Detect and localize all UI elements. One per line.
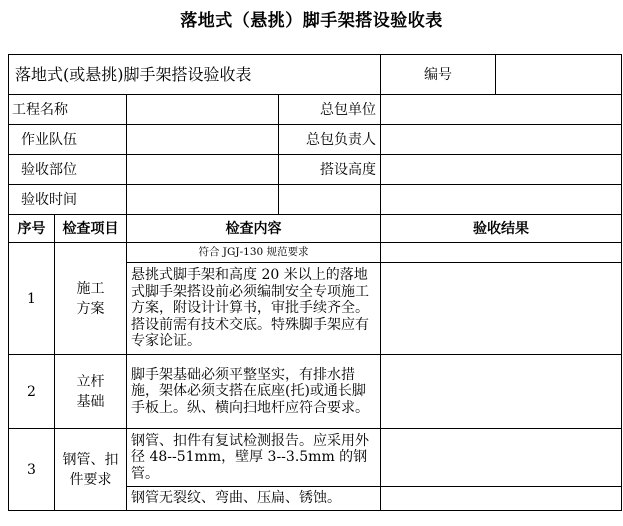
- table-row: [9, 355, 622, 429]
- result-header: 验收结果: [381, 215, 622, 243]
- item-header: 检查项目: [55, 215, 127, 243]
- contractor-leader-field[interactable]: [381, 125, 622, 155]
- document-title: 落地式（悬挑）脚手架搭设验收表: [180, 11, 443, 31]
- item-2-content: 脚手架基础必须平整坚实，有排水措施，架体必须支搭在底座(托)或通长脚手板上。纵、横向扫地杆应符合要求。: [127, 355, 381, 429]
- erection-height-label: 搭设高度: [279, 155, 381, 185]
- item-1-result[interactable]: [381, 263, 622, 355]
- form-title: 落地式(或悬挑)脚手架搭设验收表: [9, 55, 381, 95]
- info-row-4: [9, 185, 622, 215]
- inspection-time-label: 验收时间: [9, 185, 127, 215]
- info-row-3: [9, 155, 622, 185]
- contractor-leader-label: 总包负责人: [279, 125, 381, 155]
- content-header: 检查内容: [127, 215, 381, 243]
- number-field[interactable]: [496, 55, 622, 95]
- item-3-content-b: 钢管无裂纹、弯曲、压扁、锈蚀。: [127, 487, 381, 511]
- info-row-1: [9, 95, 622, 125]
- info-row-2: [9, 125, 622, 155]
- column-header-row: [9, 215, 622, 243]
- number-label: 编号: [381, 55, 496, 95]
- work-team-label: 作业队伍: [9, 125, 127, 155]
- item-2-name: 立杆 基础: [55, 355, 127, 429]
- project-name-label: 工程名称: [9, 95, 127, 125]
- seq-header: 序号: [9, 215, 55, 243]
- inspection-part-label: 验收部位: [9, 155, 127, 185]
- general-contractor-label: 总包单位: [279, 95, 381, 125]
- blank-cell-wide: [381, 185, 622, 215]
- item-2-seq: 2: [9, 355, 55, 429]
- item-3-content-a: 钢管、扣件有复试检测报告。应采用外径 48--51mm，壁厚 3--3.5mm 的钢管。: [127, 429, 381, 487]
- form-header-row: [9, 55, 622, 95]
- item-2-result[interactable]: [381, 355, 622, 429]
- item-3-seq: 3: [9, 429, 55, 511]
- general-contractor-field[interactable]: [381, 95, 622, 125]
- item-1-content: 悬挑式脚手架和高度 20 米以上的落地式脚手架搭设前必须编制安全专项施工方案，附设计计算书，审批手续齐全。搭设前需有技术交底。特殊脚手架应有专家论证。: [127, 263, 381, 355]
- blank-cell: [279, 185, 381, 215]
- work-team-field[interactable]: [127, 125, 279, 155]
- project-name-field[interactable]: [127, 95, 279, 125]
- table-row: [9, 243, 622, 263]
- acceptance-form-table: [8, 54, 622, 511]
- item-1-seq: 1: [9, 243, 55, 355]
- item-1-name: 施工 方案: [55, 243, 127, 355]
- inspection-time-field[interactable]: [127, 185, 279, 215]
- item-3-name: 钢管、扣 件要求: [55, 429, 127, 511]
- table-row: [9, 429, 622, 487]
- item-3-result-b[interactable]: [381, 487, 622, 511]
- item-1-note-result[interactable]: [381, 243, 622, 263]
- inspection-part-field[interactable]: [127, 155, 279, 185]
- erection-height-field[interactable]: [381, 155, 622, 185]
- item-1-note: 符合 JGJ-130 规范要求: [127, 243, 381, 263]
- item-3-result-a[interactable]: [381, 429, 622, 487]
